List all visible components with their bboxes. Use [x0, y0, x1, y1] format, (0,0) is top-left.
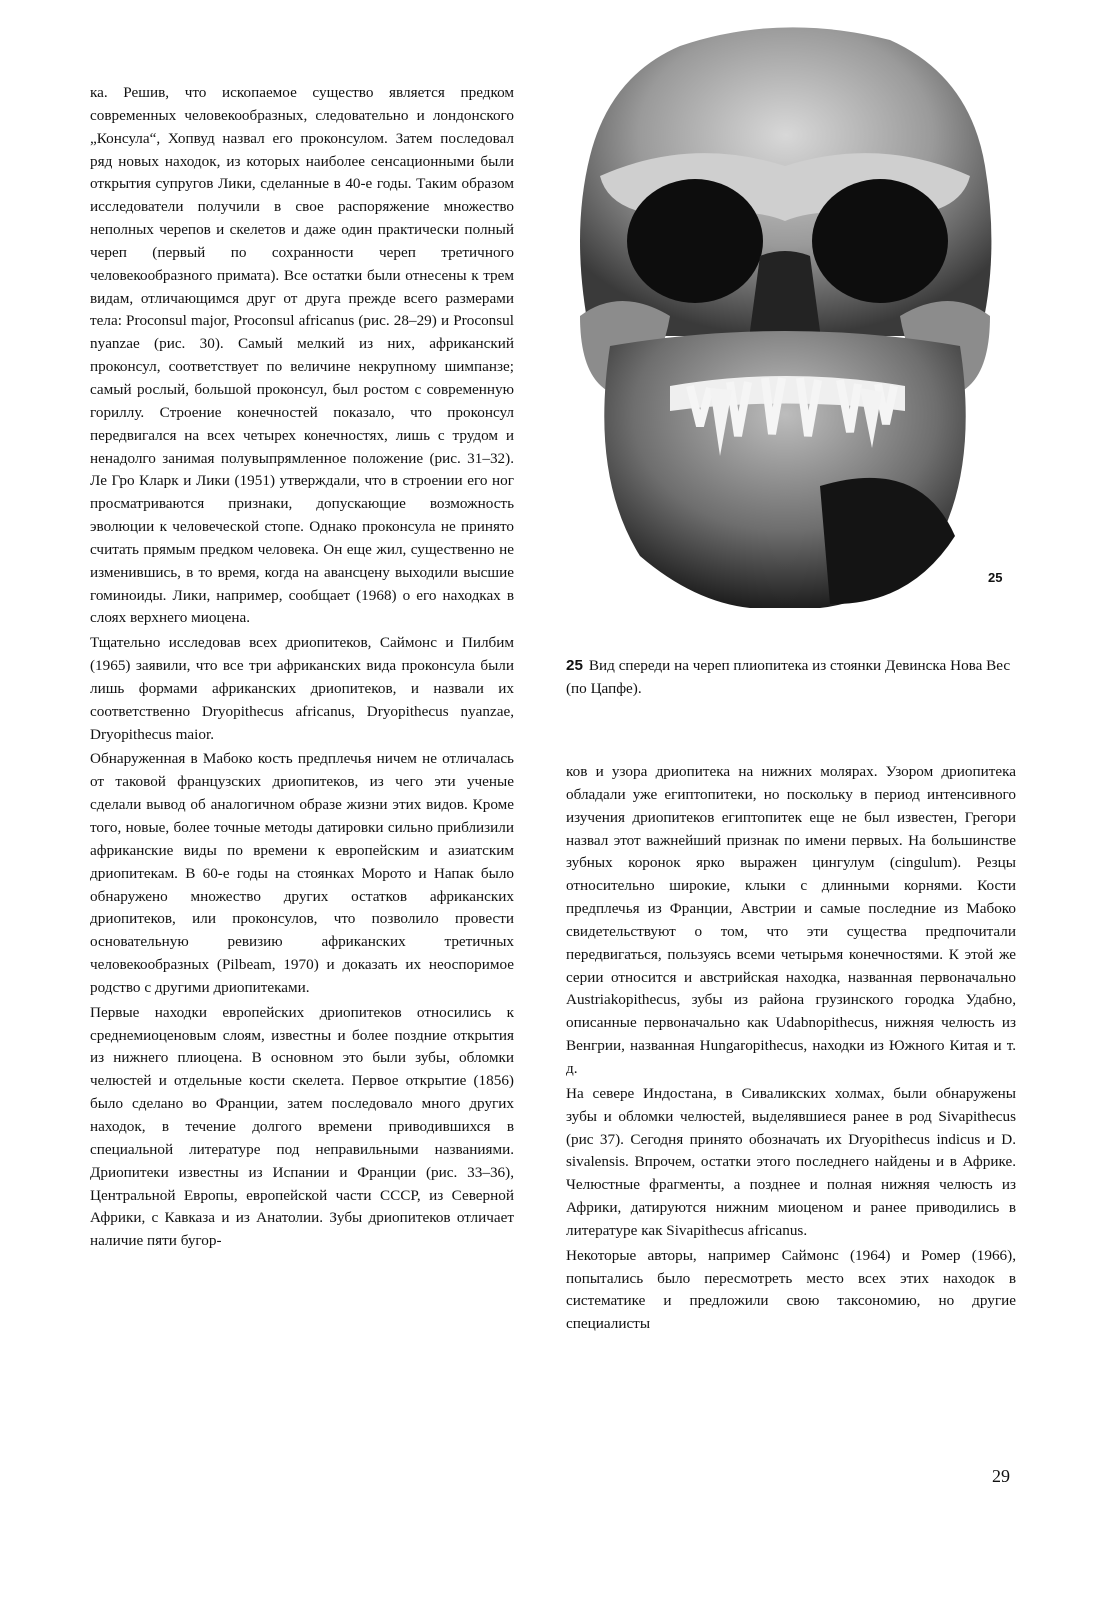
page-number: 29	[992, 1466, 1010, 1486]
left-text-column	[90, 82, 514, 1253]
paragraph: Обнаруженная в Мабоко кость предплечья ничем не отличалась от таковой французских дриопитеков, из чего эти ученые сделали вывод об аналогичном образе жизни этих видов. Кроме того, новые, более точные методы датировки сильно приблизили африканские виды по времени к европейским и азиатским дриопитекам. В 60-е годы на стоянках Морото и Напак было обнаружено множество других остатков африканских дриопитеков, или проконсулов, что позволило провести основательную ревизию африканских третичных человекообразных (Pilbeam, 1970) и доказать их неоспоримое родство с другими дриопитеками.	[90, 750, 514, 996]
paragraph: ка. Решив, что ископаемое существо является предком современных человекообразных, следовательно и лондонского „Консула“, Хопвуд назвал его проконсулом. Затем последовал ряд новых находок, из которых наиболее сенсационными были открытия супругов Лики, сделанные в 40-е годы. Таким образом исследователи получили в свое распоряжение множество неполных черепов и скелетов и даже один практически полный череп (первый по сохранности череп третичного человекообразного примата). Все остатки были отнесены к трем видам, отличающимся друг от друга прежде всего размерами тела: Proconsul major, Proconsul africanus (рис. 28–29) и Proconsul nyanzae (рис. 30). Самый мелкий из них, африканский проконсул, соответствует по величине некрупному шимпанзе; самый рослый, большой проконсул, был ростом с современную гориллу. Строение конечностей показало, что проконсул передвигался на всех четырех конечностях, лишь с трудом и ненадолго занимая полувыпрямленное положение (рис. 31–32). Ле Гро Кларк и Лики (1951) утверждали, что в строении его ног просматриваются признаки, допускающие возможность эволюции к человеческой стопе. Однако проконсула не принято считать прямым предком человека. Он еще жил, существенно не изменившись, в то время, когда на авансцену выходили высшие гоминоиды. Лики, например, сообщает (1968) о его находках в слоях верхнего миоцена.	[90, 84, 514, 627]
paragraph: Некоторые авторы, например Саймонс (1964) и Ромер (1966), попытались было пересмотреть место всех этих находок в систематике и предложили свою таксономию, но другие специалисты	[566, 1246, 1016, 1333]
caption-number: 25	[566, 657, 583, 674]
caption-text: Вид спереди на череп плиопитека из стоянки Девинска Нова Вес (по Цапфе).	[566, 657, 1011, 697]
paragraph: На севере Индостана, в Сиваликских холмах, были обнаружены зубы и обломки челюстей, выделявшиеся ранее в род Sivapithecus (рис 37). Сегодня принято обозначать их Dryopithecus indicus и D. sivalensis. Впрочем, остатки этого последнего найдены и в Африке. Челюстные фрагменты, а позднее и полная нижняя челюсть из Африки, датируются нижним миоценом и ранее приводились в литературе как Sivapithecus africanus.	[566, 1084, 1016, 1239]
skull-photo	[560, 16, 1008, 608]
paragraph: ков и узора дриопитека на нижних молярах. Узором дриопитека обладали уже египтопитеки, но поскольку в период интенсивного изучения дриопитеков египтопитек еще не был известен, Грегори назвал этот важнейший признак по имени первых. На большинстве зубных коронок ярко выражен цингулум (cingulum). Резцы относительно широкие, клыки с длинными корнями. Кости предплечья из Франции, Австрии и самые последние из Мабоко свидетельствуют о том, что эти существа предпочитали передвигаться, пользуясь всеми четырьмя конечностями. К этой же серии относится и австрийская находка, названная первоначально Austriakopithecus, зубы из района грузинского городка Удабно, описанные первоначально как Udabnopithecus, нижняя челюсть из Венгрии, названная Hungaropithecus, находки из Южного Китая и т. д.	[566, 763, 1016, 1077]
figure-caption	[566, 655, 1016, 701]
right-text-column	[566, 761, 1016, 1336]
paragraph: Тщательно исследовав всех дриопитеков, Саймонс и Пилбим (1965) заявили, что все три африканских вида проконсула были лишь формами африканских дриопитеков, и назвали их соответственно Dryopithecus africanus, Dryopithecus nyanzae, Dryopithecus maior.	[90, 634, 514, 743]
figure-number: 25	[988, 570, 1003, 585]
paragraph: Первые находки европейских дриопитеков относились к среднемиоценовым слоям, известны и более поздние открытия из нижнего плиоцена. В основном это были зубы, обломки челюстей и отдельные кости скелета. Первое открытие (1856) было сделано во Франции, затем последовало много других находок, в течение долгого времени приводившихся в специальной литературе под неправильными названиями. Дриопитеки известны из Испании и Франции (рис. 33–36), Центральной Европы, европейской части СССР, из Северной Африки, с Кавказа и из Анатолии. Зубы дриопитеков отличает наличие пяти бугор-	[90, 1003, 514, 1250]
